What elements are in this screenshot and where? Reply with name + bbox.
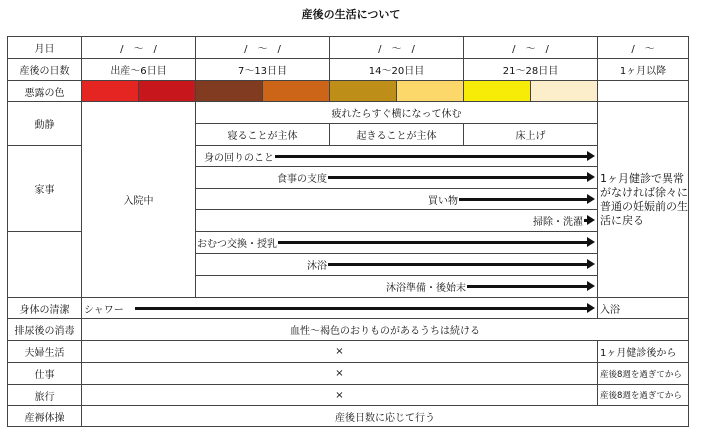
row-label-housework: 家事	[7, 145, 82, 232]
row-label-activity: 動静	[7, 101, 82, 146]
page-title: 産後の生活について	[301, 8, 401, 21]
babycare-item	[195, 253, 598, 276]
days-cell: 21～28日目	[463, 58, 598, 81]
lochia-color-swatch	[463, 80, 531, 102]
row-label-travel: 旅行	[7, 384, 82, 406]
housework-item	[195, 188, 598, 210]
housework-item	[195, 145, 598, 167]
lochia-empty-cell	[597, 80, 689, 102]
arrow-icon	[584, 219, 588, 222]
work-mark: ×	[81, 362, 598, 385]
days-cell: 14～20日目	[329, 58, 464, 81]
arrow-icon	[135, 307, 588, 310]
after-month-text: 1ヶ月健診で異常がなければ徐々に普通の妊娠前の生活に戻る	[600, 171, 688, 227]
days-cell: 1ヶ月以降	[597, 58, 689, 81]
housework-label: 買い物	[428, 195, 458, 207]
arrow-icon	[328, 176, 588, 179]
hygiene-cell	[81, 297, 598, 319]
row-label-babycare	[7, 231, 82, 298]
babycare-label: おむつ交換・授乳	[197, 239, 277, 250]
row-label-disinfect: 排尿後の消毒	[7, 318, 82, 341]
lochia-color-swatch	[195, 80, 263, 102]
row-label-exercise: 産褥体操	[7, 405, 82, 427]
row-label-work: 仕事	[7, 362, 82, 385]
housework-label: 食事の支度	[277, 174, 327, 185]
marital-mark: ×	[81, 340, 598, 363]
travel-mark: ×	[81, 384, 598, 406]
days-cell: 7～13日目	[195, 58, 330, 81]
lochia-color-swatch	[81, 80, 139, 102]
lochia-color-swatch	[329, 80, 397, 102]
lochia-color-swatch	[396, 80, 464, 102]
arrow-icon	[328, 263, 588, 266]
hygiene-to: 入浴	[597, 297, 689, 319]
babycare-label: 沐浴	[307, 261, 327, 272]
lochia-color-swatch	[262, 80, 330, 102]
hygiene-from: シャワー	[84, 304, 124, 316]
row-label-date: 月日	[7, 36, 82, 59]
travel-after: 産後8週を過ぎてから	[597, 384, 689, 406]
stage-cell: 床上げ	[463, 123, 598, 146]
housework-label: 身の回りのこと	[204, 152, 274, 164]
after-month-note	[597, 101, 689, 298]
babycare-label: 沐浴準備・後始末	[386, 283, 466, 294]
row-label-days: 産後の日数	[7, 58, 82, 81]
work-after: 産後8週を過ぎてから	[597, 362, 689, 385]
marital-after: 1ヶ月健診後から	[597, 340, 689, 363]
days-cell: 出産～6日目	[81, 58, 196, 81]
arrow-icon	[275, 155, 588, 158]
lochia-color-swatch	[530, 80, 598, 102]
arrow-icon	[467, 285, 588, 288]
stage-cell: 寝ることが主体	[195, 123, 330, 146]
housework-item	[195, 166, 598, 189]
row-label-marital: 夫婦生活	[7, 340, 82, 363]
housework-label: 掃除・洗濯	[533, 217, 583, 228]
date-cell: / ～ /	[329, 36, 464, 59]
lochia-color-swatch	[138, 80, 196, 102]
babycare-item	[195, 231, 598, 254]
date-cell: / ～ /	[195, 36, 330, 59]
babycare-item	[195, 275, 598, 298]
arrow-icon	[459, 198, 588, 201]
row-label-lochia: 悪露の色	[7, 80, 82, 102]
date-cell: / ～	[597, 36, 689, 59]
rest-cell: 疲れたらすぐ横になって休む	[195, 101, 598, 124]
disinfect-cell: 血性～褐色のおりものがあるうちは続ける	[81, 318, 689, 341]
housework-item	[195, 209, 598, 232]
hospital-cell: 入院中	[81, 101, 196, 298]
exercise-cell: 産後日数に応じて行う	[81, 405, 689, 427]
date-cell: / ～ /	[81, 36, 196, 59]
arrow-icon	[278, 241, 588, 244]
date-cell: / ～ /	[463, 36, 598, 59]
row-label-hygiene: 身体の清潔	[7, 297, 82, 319]
stage-cell: 起きることが主体	[329, 123, 464, 146]
